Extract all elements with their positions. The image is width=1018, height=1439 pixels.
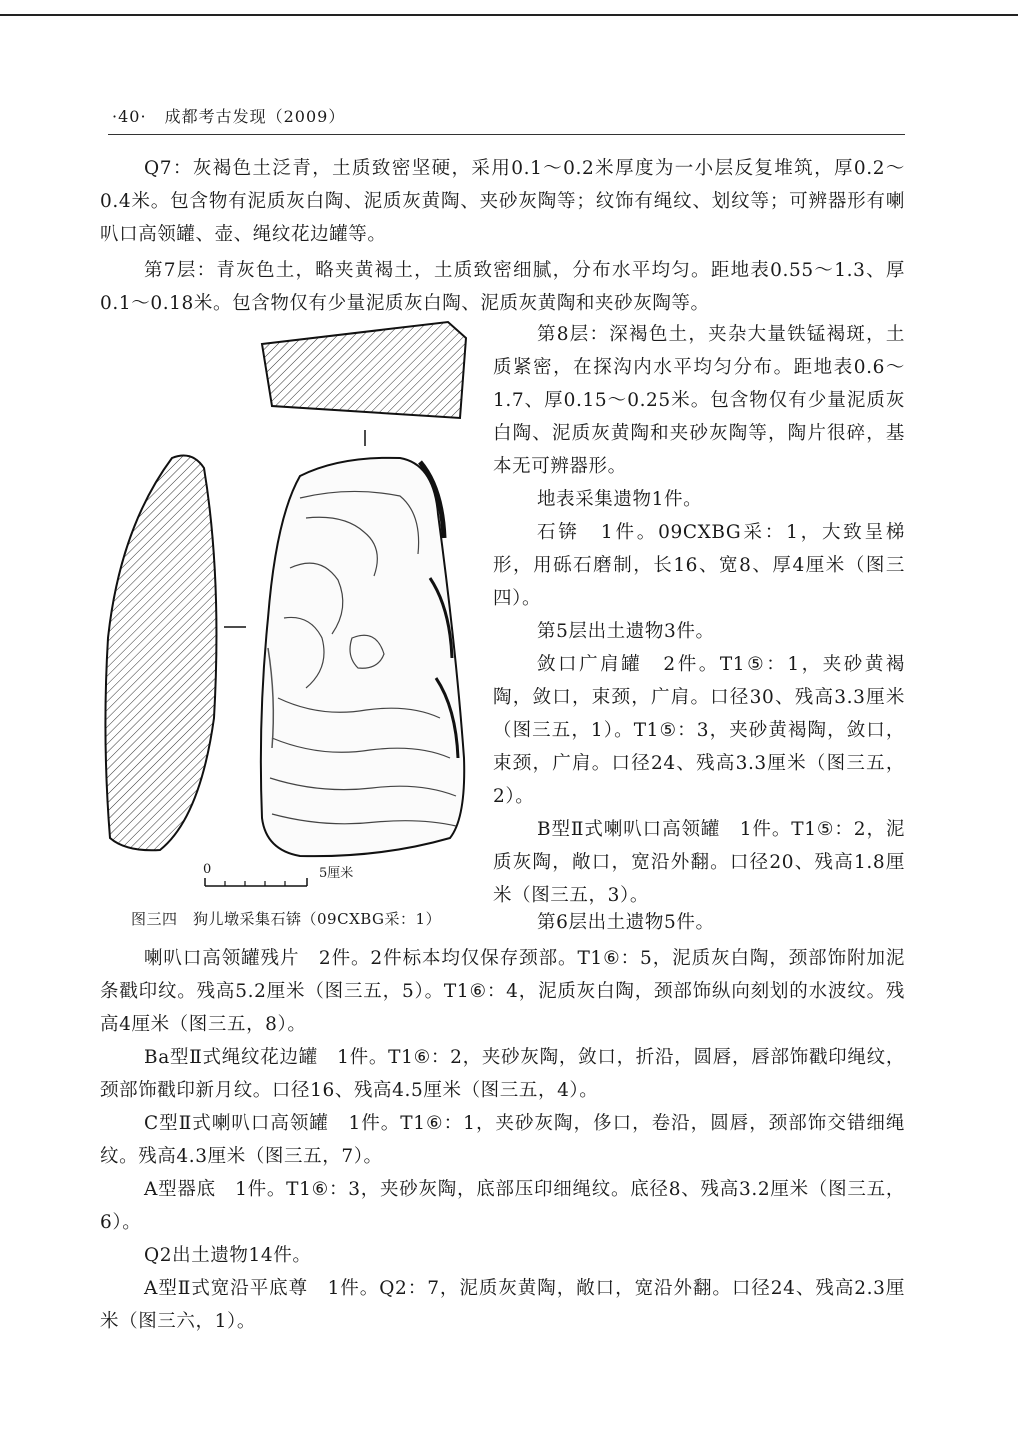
paragraph-c-jar: C型Ⅱ式喇叭口高领罐 1件。T1⑥：1，夹砂灰陶，侈口，卷沿，圆唇，颈部饰交错细绳纹。残高4.3厘米（图三五，7）。 [100,1113,905,1167]
paragraph-stone-adze: 石锛 1件。09CXBG采：1，大致呈梯形，用砾石磨制，长16、宽8、厚4厘米（图三四）。 [493,522,905,609]
top-section-drawing [262,322,466,418]
paragraph-layer6-finds: 第6层出土遗物5件。 [537,912,715,933]
paragraph-jar-closed-mouth: 敛口广肩罐 2件。T1⑤：1，夹砂黄褐陶，敛口，束颈，广肩。口径30、残高3.3厘米（图三五，1）。T1⑤：3，夹砂黄褐陶，敛口，束颈，广肩。口径24、残高3.3厘米（图三五，2）。 [493,654,905,807]
header-rule [108,134,905,135]
running-header [112,104,345,127]
side-section-drawing [105,456,216,851]
paragraph-layer8: 第8层：深褐色土，夹杂大量铁锰褐斑，土质紧密，在探沟内水平均匀分布。距地表0.6～1.7、厚0.15～0.25米。包含物仅有少量泥质灰白陶、泥质灰黄陶和夹砂灰陶等，陶片很碎，基本无可辨器形。 [493,324,905,477]
scale-ticks [203,876,313,888]
stone-adze-figure [100,318,480,938]
paragraph-a-base: A型器底 1件。T1⑥：3，夹砂灰陶，底部压印细绳纹。底径8、残高3.2厘米（图三五，6）。 [100,1179,905,1233]
scale-zero: 0 [203,862,212,877]
paragraph-type-b-jar: B型Ⅱ式喇叭口高领罐 1件。T1⑤：2，泥质灰陶，敞口，宽沿外翻。口径20、残高1.8厘米（图三五，3）。 [493,819,905,906]
paragraph-layer7: 第7层：青灰色土，略夹黄褐土，土质致密细腻，分布水平均匀。距地表0.55～1.3、厚0.1～0.18米。包含物仅有少量泥质灰白陶、泥质灰黄陶和夹砂灰陶等。 [100,260,905,314]
paragraph-jar-fragments: 喇叭口高领罐残片 2件。2件标本均仅保存颈部。T1⑥：5，泥质灰白陶，颈部饰附加泥条戳印纹。残高5.2厘米（图三五，5）。T1⑥：4，泥质灰白陶，颈部饰纵向刻划的水波纹。残高4厘米（图三五，8）。 [100,948,905,1035]
paragraph-q7: Q7：灰褐色土泛青，土质致密坚硬，采用0.1～0.2米厚度为一小层反复堆筑，厚0.2～0.4米。包含物有泥质灰白陶、泥质灰黄陶、夹砂灰陶等；纹饰有绳纹、划纹等；可辨器形有喇叭口高领罐、壶、绳纹花边罐等。 [100,158,905,245]
paragraph-ba-jar: Ba型Ⅱ式绳纹花边罐 1件。T1⑥：2，夹砂灰陶，敛口，折沿，圆唇，唇部饰戳印绳纹，颈部饰戳印新月纹。口径16、残高4.5厘米（图三五，4）。 [100,1047,905,1101]
paragraph-a-zun: A型Ⅱ式宽沿平底尊 1件。Q2：7，泥质灰黄陶，敞口，宽沿外翻。口径24、残高2.3厘米（图三六，1）。 [100,1278,905,1332]
scale-label: 5厘米 [319,866,354,881]
top-border-line [0,14,1018,16]
figure-caption: 图三四 狗儿墩采集石锛（09CXBG采：1） [131,910,442,928]
paragraph-q2-finds: Q2出土遗物14件。 [144,1245,312,1266]
scale-bar [203,862,363,892]
paragraph-layer5-finds: 第5层出土遗物3件。 [537,621,715,642]
paragraph-surface-finds: 地表采集遗物1件。 [537,489,703,510]
book-title: 成都考古发现（2009） [164,107,346,126]
front-view-drawing [261,458,464,856]
page-number: ·40· [112,107,147,126]
